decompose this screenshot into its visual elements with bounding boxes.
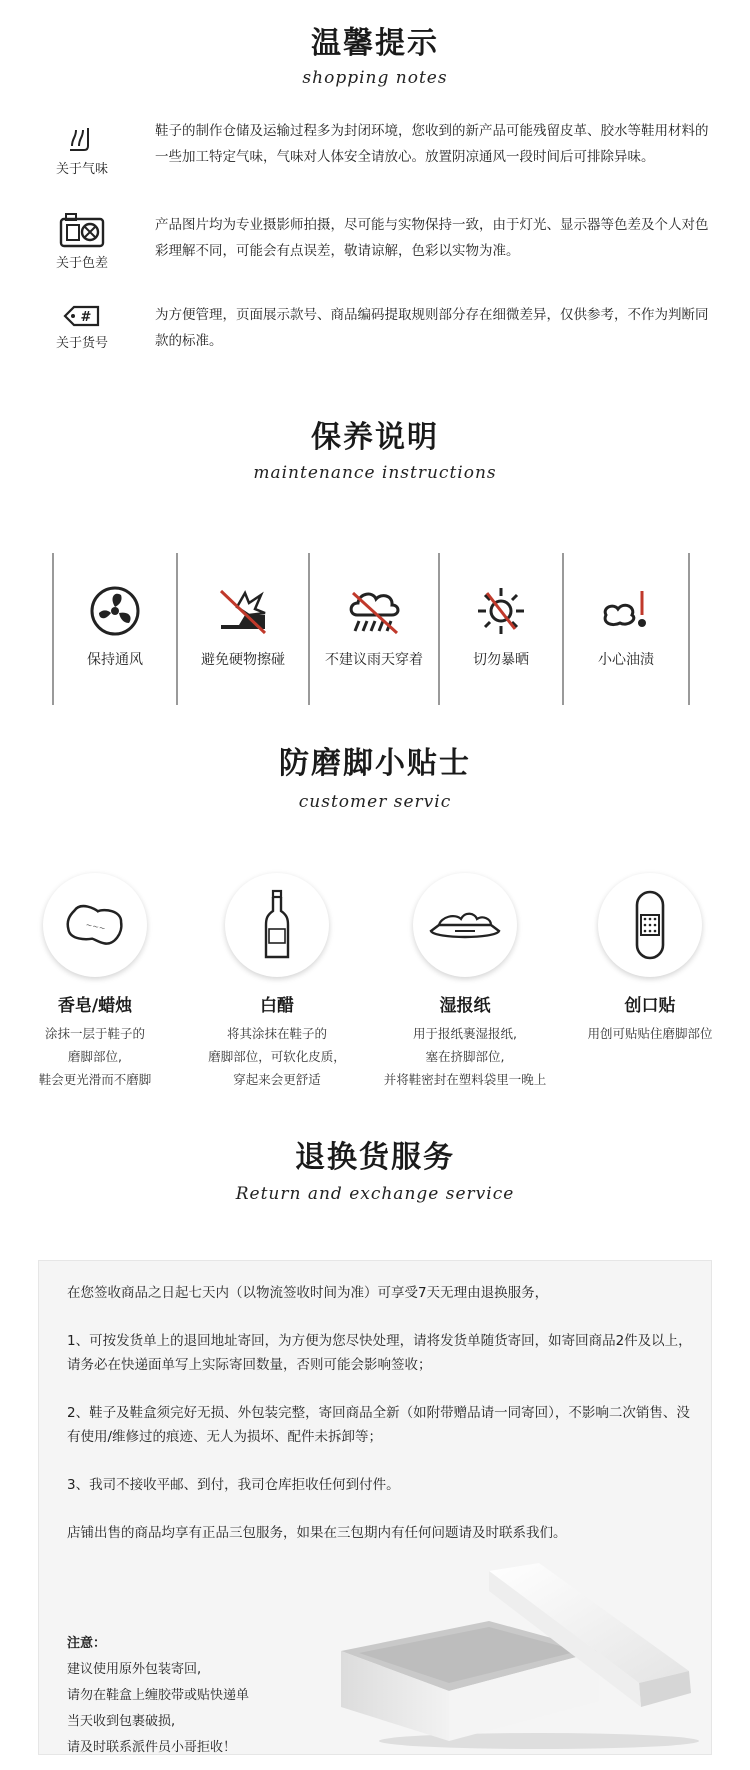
note-text: 为方便管理，页面展示款号、商品编码提取规则部分存在细微差异，仅供参考，不作为判断同款的标准。 bbox=[155, 307, 709, 349]
antiwear-title: 防磨脚小贴士 bbox=[279, 746, 471, 781]
attention-line: 当天收到包裹破损, bbox=[67, 1714, 176, 1729]
tip-name: 创口贴 bbox=[624, 996, 676, 1016]
note-label: 关于气味 bbox=[55, 162, 108, 177]
return-paragraph: 在您签收商品之日起七天内（以物流签收时间为准）可享受7天无理由退换服务， bbox=[67, 1285, 549, 1301]
tag-icon bbox=[62, 304, 102, 328]
note-icon-wrap bbox=[42, 212, 122, 271]
note-icon-wrap bbox=[42, 124, 122, 177]
tip-desc-line: 用于报纸裹湿报纸, bbox=[413, 1026, 517, 1041]
tip-desc bbox=[555, 1022, 745, 1045]
divider bbox=[688, 553, 690, 705]
maintenance-title: 保养说明 bbox=[311, 420, 439, 455]
maint-ventilate bbox=[54, 553, 176, 705]
oil-stain-icon bbox=[598, 585, 654, 637]
attention-note bbox=[67, 1631, 249, 1761]
bottle-icon bbox=[261, 889, 293, 961]
maint-label: 不建议雨天穿着 bbox=[325, 652, 423, 668]
fan-icon bbox=[89, 585, 141, 637]
maint-label: 小心油渍 bbox=[598, 652, 654, 668]
tip-desc-line: 涂抹一层于鞋子的 bbox=[44, 1026, 145, 1041]
rain-cloud-icon bbox=[345, 585, 403, 637]
tip-vinegar bbox=[182, 873, 372, 1091]
sun-icon bbox=[475, 585, 527, 637]
tip-soap bbox=[0, 873, 190, 1091]
tip-bandage bbox=[555, 873, 745, 1045]
maint-oil bbox=[564, 553, 688, 705]
antiwear-subtitle: customer servic bbox=[298, 792, 452, 812]
tip-circle bbox=[413, 873, 517, 977]
note-label: 关于色差 bbox=[55, 256, 108, 271]
tip-desc-line: 穿起来会更舒适 bbox=[233, 1072, 321, 1087]
note-text: 鞋子的制作仓储及运输过程多为封闭环境，您收到的新产品可能残留皮革、胶水等鞋用材料的一些加工特定气味，气味对人体安全请放心。放置阴凉通风一段时间后可排除异味。 bbox=[155, 123, 709, 165]
bandage-icon bbox=[632, 889, 668, 961]
return-paragraph: 3、我司不接收平邮、到付，我司仓库拒收任何到付件。 bbox=[67, 1477, 400, 1493]
note-icon-wrap bbox=[42, 304, 122, 351]
maint-no-rain bbox=[310, 553, 438, 705]
tip-name: 香皂/蜡烛 bbox=[57, 996, 133, 1016]
return-paragraph: 2、鞋子及鞋盒须完好无损、外包装完整，寄回商品全新（如附带赠品请一同寄回），不影响二次销售、没有使用/维修过的痕迹、无人为损坏、配件未拆卸等； bbox=[67, 1405, 690, 1445]
tip-desc-line: 磨脚部位, bbox=[68, 1049, 122, 1064]
tip-desc-line: 磨脚部位，可软化皮质， bbox=[208, 1049, 346, 1064]
tip-name: 白醋 bbox=[260, 996, 294, 1016]
notes-title: 温馨提示 bbox=[311, 26, 439, 61]
return-paragraph: 1、可按发货单上的退回地址寄回，为方便为您尽快处理，请将发货单随货寄回，如寄回商品2件及以上，请务必在快递面单写上实际寄回数量，否则可能会影响签收； bbox=[67, 1333, 692, 1373]
tip-desc-line: 并将鞋密封在塑料袋里一晚上 bbox=[383, 1072, 547, 1087]
note-text: 产品图片均为专业摄影师拍摄，尽可能与实物保持一致，由于灯光、显示器等色差及个人对色彩理解不同，可能会有点误差，敬请谅解，色彩以实物为准。 bbox=[155, 217, 709, 259]
camera-icon bbox=[58, 212, 106, 248]
soap-icon bbox=[62, 901, 128, 949]
notes-subtitle: shopping notes bbox=[302, 68, 448, 88]
crush-icon bbox=[215, 585, 271, 637]
returns-title: 退换货服务 bbox=[295, 1140, 455, 1175]
attention-line: 建议使用原外包装寄回, bbox=[67, 1662, 202, 1677]
returns-panel bbox=[38, 1260, 712, 1755]
tip-name: 湿报纸 bbox=[439, 996, 491, 1016]
maintenance-grid bbox=[52, 553, 692, 705]
maint-no-sun bbox=[440, 553, 562, 705]
maint-avoid-scratch bbox=[178, 553, 308, 705]
attention-heading: 注意： bbox=[67, 1636, 107, 1651]
attention-line: 请勿在鞋盒上缠胶带或贴快递单 bbox=[67, 1688, 250, 1703]
tip-circle bbox=[225, 873, 329, 977]
tip-newspaper bbox=[355, 873, 575, 1091]
paper-icon bbox=[425, 905, 505, 945]
tip-desc-line: 将其涂抹在鞋子的 bbox=[226, 1026, 327, 1041]
return-paragraph: 店铺出售的商品均享有正品三包服务，如果在三包期内有任何问题请及时联系我们。 bbox=[67, 1525, 567, 1541]
smell-icon bbox=[62, 124, 102, 154]
svg-text:#: # bbox=[80, 310, 92, 325]
tip-desc bbox=[182, 1022, 372, 1091]
returns-subtitle: Return and exchange service bbox=[235, 1184, 515, 1204]
tip-desc bbox=[0, 1022, 190, 1091]
tip-circle bbox=[598, 873, 702, 977]
tip-circle bbox=[43, 873, 147, 977]
maintenance-subtitle: maintenance instructions bbox=[253, 463, 497, 483]
shoe-box-image bbox=[339, 1561, 699, 1751]
attention-line: 请及时联系派件员小哥拒收！ bbox=[67, 1740, 237, 1755]
note-label: 关于货号 bbox=[55, 336, 108, 351]
tip-desc bbox=[355, 1022, 575, 1091]
tip-desc-line: 塞在挤脚部位, bbox=[425, 1049, 505, 1064]
svg-text:~~~: ~~~ bbox=[84, 920, 107, 934]
maint-label: 保持通风 bbox=[87, 652, 143, 668]
maint-label: 避免硬物擦碰 bbox=[201, 652, 285, 668]
tip-desc-line: 用创可贴贴住磨脚部位 bbox=[587, 1026, 713, 1041]
maint-label: 切勿暴晒 bbox=[473, 652, 529, 668]
tip-desc-line: 鞋会更光滑而不磨脚 bbox=[38, 1072, 152, 1087]
